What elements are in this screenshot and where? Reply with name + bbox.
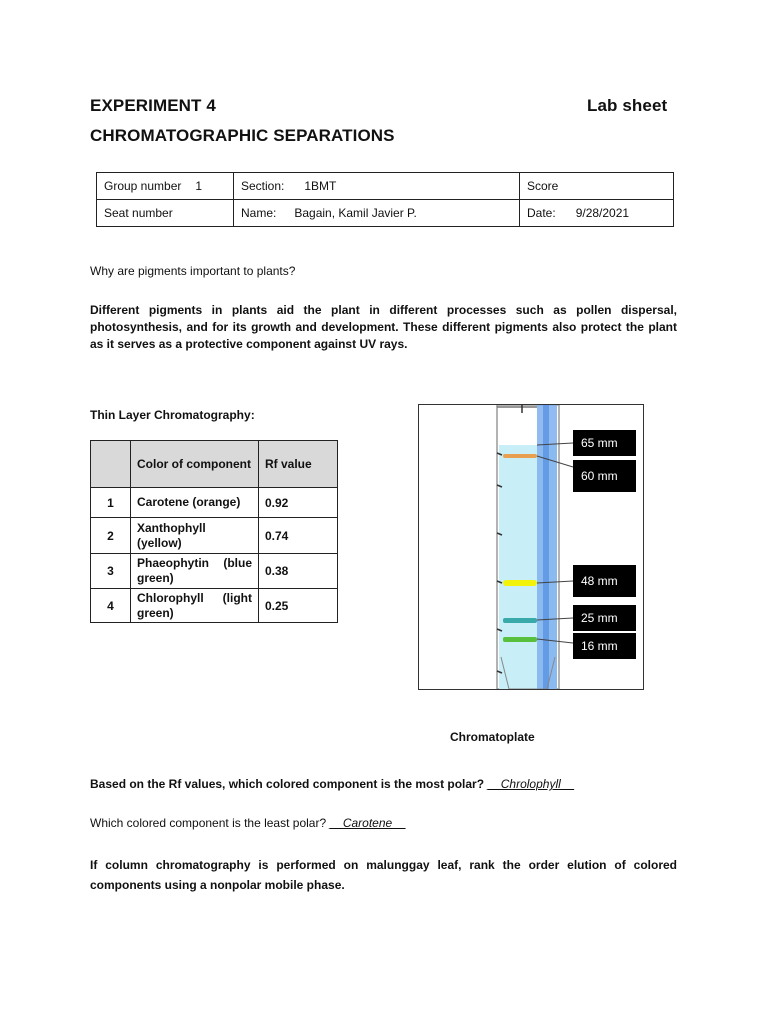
answer-least-polar: __Carotene__ (329, 816, 406, 830)
rf-cell: 0.38 (259, 554, 338, 589)
date-cell (520, 200, 674, 227)
date-label: Date: (527, 206, 556, 220)
section-cell (234, 173, 520, 200)
table-row (91, 554, 338, 589)
band-yellow (503, 580, 537, 586)
group-label: Group number (104, 179, 182, 193)
component-cell: Phaeophytin (blue green) (131, 554, 259, 589)
plate-edge-line (543, 405, 549, 689)
rf-value-table (90, 440, 338, 623)
question-elution-order: If column chromatography is performed on malunggay leaf, rank the order elution of colored components using a nonpolar mobile phase. (90, 858, 677, 892)
row-number: 4 (91, 589, 131, 623)
rf-cell: 0.92 (259, 488, 338, 518)
name-label: Name: (241, 206, 277, 220)
lab-sheet-label: Lab sheet (587, 96, 668, 115)
component-cell: Chlorophyll (light green) (131, 589, 259, 623)
label-65mm: 65 mm (573, 430, 636, 456)
group-cell (97, 173, 234, 200)
score-cell (520, 173, 674, 200)
seat-cell (97, 200, 234, 227)
question-least-polar (90, 816, 406, 830)
section-value: 1BMT (304, 179, 337, 193)
question-pigments: Why are pigments important to plants? (90, 264, 296, 278)
section-label: Section: (241, 179, 285, 193)
tlc-heading: Thin Layer Chromatography: (90, 408, 255, 422)
seat-label: Seat number (104, 206, 173, 220)
name-value: Bagain, Kamil Javier P. (294, 206, 417, 220)
col-rf-header: Rf value (259, 441, 338, 488)
band-orange (503, 454, 537, 458)
student-info-table (96, 172, 674, 227)
row-number: 2 (91, 518, 131, 554)
name-cell (234, 200, 520, 227)
chromatoplate-caption: Chromatoplate (450, 730, 535, 744)
page-title: CHROMATOGRAPHIC SEPARATIONS (90, 126, 395, 145)
answer-most-polar: __Chrolophyll__ (487, 777, 575, 791)
rf-cell: 0.25 (259, 589, 338, 623)
question-least-polar-text: Which colored component is the least polar? (90, 816, 327, 830)
band-light-green (503, 637, 537, 642)
label-25mm: 25 mm (573, 605, 636, 631)
rf-table-corner (91, 441, 131, 488)
rf-cell: 0.74 (259, 518, 338, 554)
question-most-polar-text: Based on the Rf values, which colored component is the most polar? (90, 777, 485, 791)
row-number: 1 (91, 488, 131, 518)
table-row (91, 488, 338, 518)
answer-pigments: Different pigments in plants aid the plant in different processes such as pollen dispersal, photosynthesis, and for its growth and development. These different pigments also protect the plant as it serves as a protective component against UV rays. (90, 303, 677, 351)
table-row (91, 589, 338, 623)
label-48mm: 48 mm (573, 565, 636, 597)
experiment-number: EXPERIMENT 4 (90, 96, 216, 115)
table-row (91, 518, 338, 554)
component-cell: Carotene (orange) (131, 488, 259, 518)
rf-table-header (91, 441, 338, 488)
date-value: 9/28/2021 (575, 206, 630, 220)
label-16mm: 16 mm (573, 633, 636, 659)
band-blue-green (503, 618, 537, 623)
label-60mm: 60 mm (573, 460, 636, 492)
col-component-header: Color of component (131, 441, 259, 488)
chromatoplate-figure (418, 404, 644, 690)
question-most-polar (90, 777, 574, 791)
row-number: 3 (91, 554, 131, 589)
score-label: Score (527, 179, 559, 193)
component-cell: Xanthophyll (yellow) (131, 518, 259, 554)
group-value: 1 (195, 179, 203, 193)
